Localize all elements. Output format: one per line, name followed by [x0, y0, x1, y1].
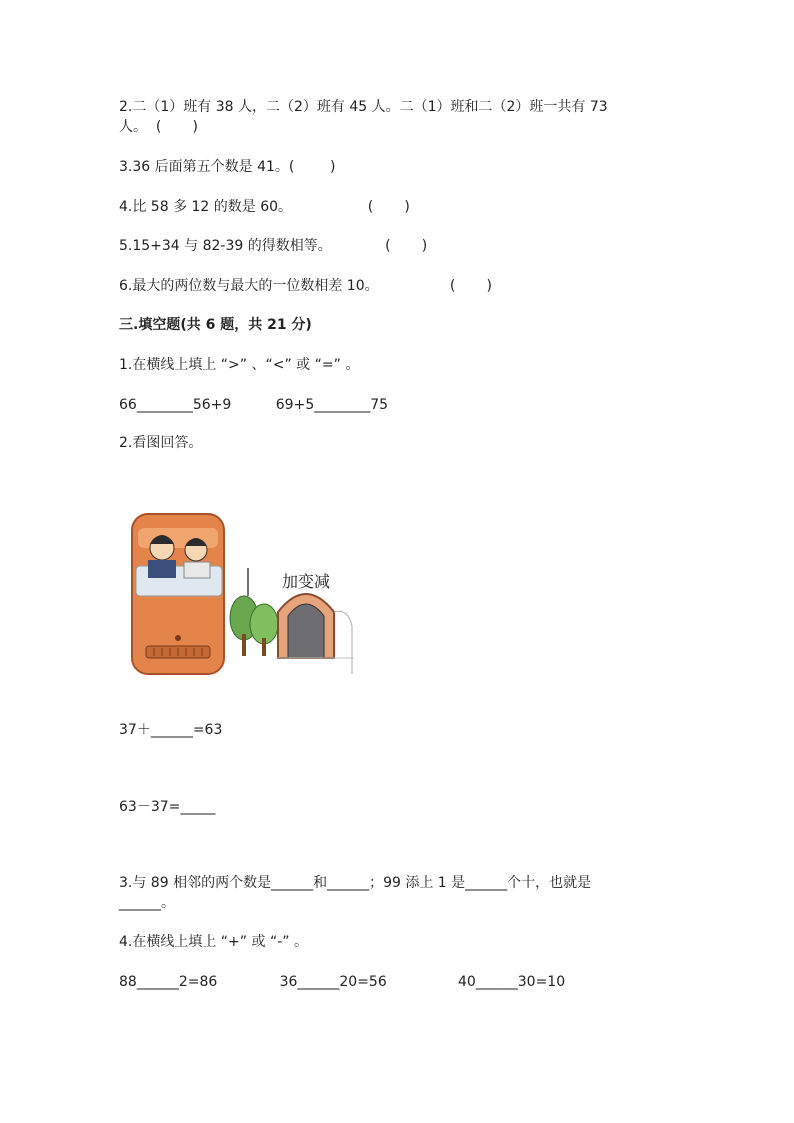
fill-q2-equation-1: 37＋______=63 [119, 722, 223, 738]
fill-q3-line-2: ______。 [119, 895, 175, 911]
fill-q4-prompt: 4.在横线上填上 “+” 或 “-” 。 [119, 934, 308, 950]
question-6: 6.最大的两位数与最大的一位数相差 10。 ( ) [119, 278, 492, 294]
illustration-label: 加变减 [282, 572, 331, 591]
fill-q2-prompt: 2.看图回答。 [119, 435, 203, 451]
section-3-title: 三.填空题(共 6 题，共 21 分) [119, 317, 312, 333]
question-4: 4.比 58 多 12 的数是 60。 ( ) [119, 199, 410, 215]
fill-q2-equation-2: 63－37=_____ [119, 799, 216, 815]
fill-q1-prompt: 1.在横线上填上 “>” 、“<” 或 “=” 。 [119, 357, 360, 373]
fill-q3-line-1: 3.与 89 相邻的两个数是______和______；99 添上 1 是______个十，也就是 [119, 875, 592, 891]
question-5: 5.15+34 与 82-39 的得数相等。 ( ) [119, 238, 428, 254]
question-2-line-2: 人。 ( ) [119, 119, 198, 135]
fill-q1-items: 66________56+9 69+5________75 [119, 397, 389, 413]
fill-q4-items: 88______2=86 36______20=56 40______30=10 [119, 974, 566, 990]
question-3: 3.36 后面第五个数是 41。( ) [119, 159, 336, 175]
question-2-line-1: 2.二（1）班有 38 人，二（2）班有 45 人。二（1）班和二（2）班一共有 73 [119, 99, 608, 115]
car-tunnel-illustration [126, 508, 366, 688]
